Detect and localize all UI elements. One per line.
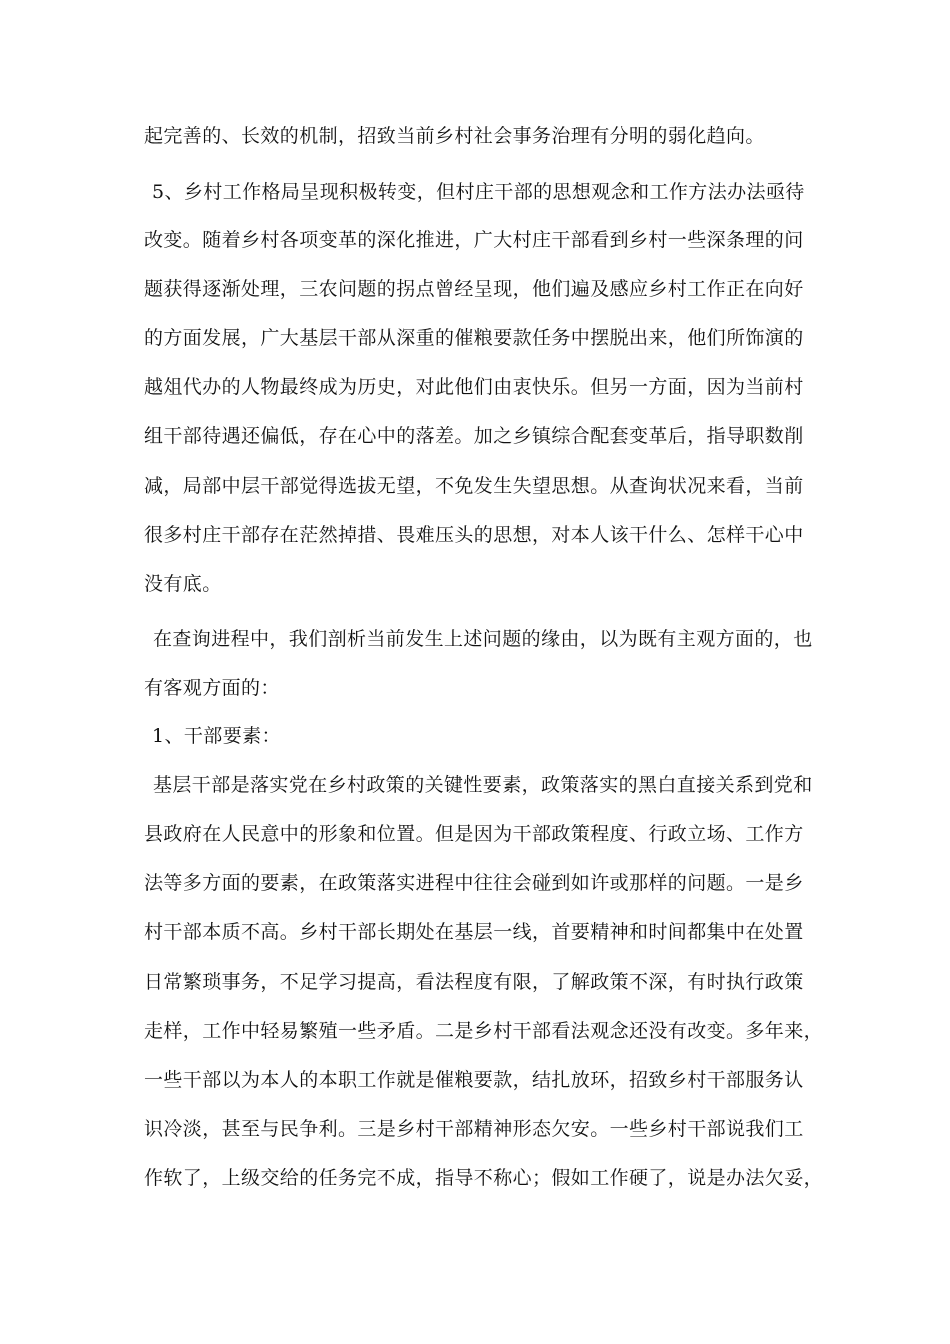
text-line: 在查询进程中，我们剖析当前发生上述问题的缘由，以为既有主观方面的，也	[153, 628, 813, 650]
text-line: 有客观方面的：	[144, 677, 280, 699]
text-line: 的方面发展，广大基层干部从深重的催粮要款任务中摆脱出来，他们所饰演的	[144, 327, 804, 349]
text-line: 日常繁琐事务，不足学习提高，看法程度有限，了解政策不深，有时执行政策	[144, 971, 804, 993]
text-line: 改变。随着乡村各项变革的深化推进，广大村庄干部看到乡村一些深条理的问	[144, 229, 804, 251]
text-line: 法等多方面的要素，在政策落实进程中往往会碰到如许或那样的问题。一是乡	[144, 872, 804, 894]
text-line: 没有底。	[144, 573, 222, 595]
text-line: 组干部待遇还偏低，存在心中的落差。加之乡镇综合配套变革后，指导职数削	[144, 425, 804, 447]
text-line: 村干部本质不高。乡村干部长期处在基层一线，首要精神和时间都集中在处置	[144, 921, 804, 943]
text-line: 基层干部是落实党在乡村政策的关键性要素，政策落实的黑白直接关系到党和	[153, 774, 813, 796]
text-line: 越俎代办的人物最终成为历史，对此他们由衷快乐。但另一方面，因为当前村	[144, 376, 804, 398]
text-line: 识冷淡，甚至与民争利。三是乡村干部精神形态欠安。一些乡村干部说我们工	[144, 1118, 804, 1140]
text-line: 很多村庄干部存在茫然掉措、畏难压头的思想，对本人该干什么、怎样干心中	[144, 524, 804, 546]
text-line: 走样，工作中轻易繁殖一些矛盾。二是乡村干部看法观念还没有改变。多年来，	[144, 1020, 824, 1042]
text-line: 县政府在人民意中的形象和位置。但是因为干部政策程度、行政立场、工作方	[144, 823, 804, 845]
text-line: 题获得逐渐处理，三农问题的拐点曾经呈现，他们遍及感应乡村工作正在向好	[144, 278, 804, 300]
text-line: 1、干部要素：	[152, 725, 281, 747]
text-line: 一些干部以为本人的本职工作就是催粮要款，结扎放环，招致乡村干部服务认	[144, 1069, 804, 1091]
text-line: 作软了，上级交给的任务完不成，指导不称心；假如工作硬了，说是办法欠妥，	[144, 1167, 824, 1189]
text-line: 5、乡村工作格局呈现积极转变，但村庄干部的思想观念和工作方法办法亟待	[152, 181, 805, 203]
text-line: 起完善的、长效的机制，招致当前乡村社会事务治理有分明的弱化趋向。	[144, 125, 765, 147]
text-line: 减，局部中层干部觉得选拔无望，不免发生失望思想。从查询状况来看，当前	[144, 475, 804, 497]
